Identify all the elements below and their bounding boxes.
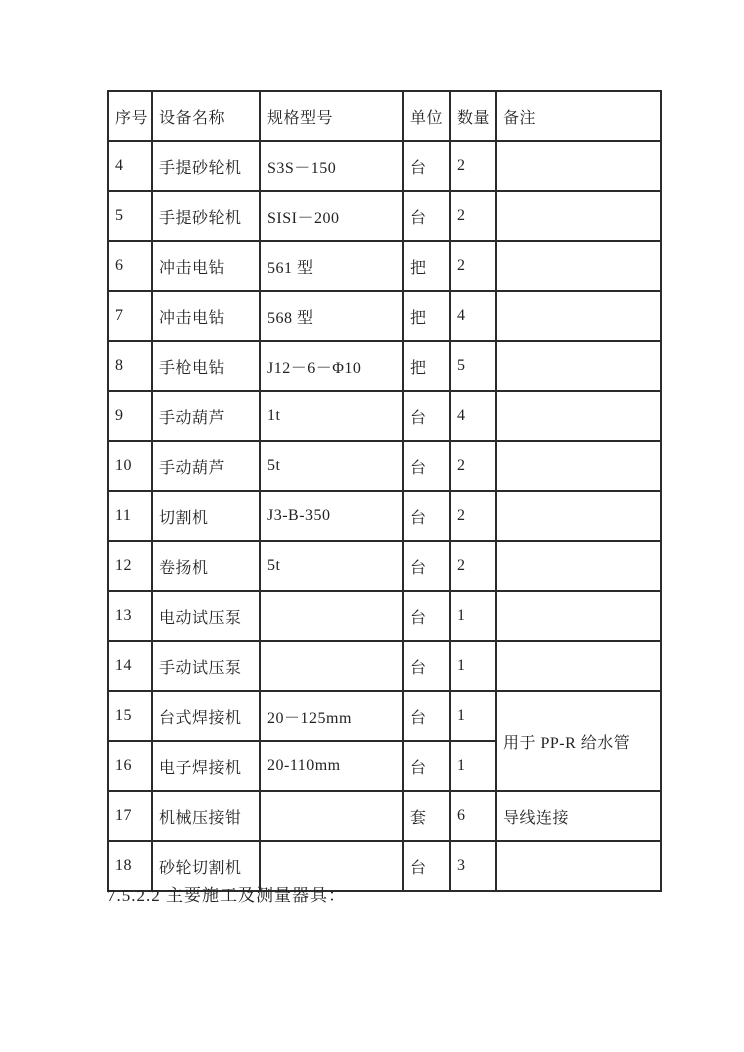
- cell-unit: 台: [403, 541, 450, 591]
- cell-name: 卷扬机: [152, 541, 260, 591]
- cell-spec: 1t: [260, 391, 403, 441]
- table-row: [108, 141, 661, 191]
- cell-spec: [260, 791, 403, 841]
- cell-spec: 5t: [260, 541, 403, 591]
- header-cell-no: 序号: [108, 91, 152, 141]
- cell-spec: 20-110mm: [260, 741, 403, 791]
- cell-no: 11: [108, 491, 152, 541]
- cell-remark: [496, 841, 661, 891]
- cell-unit: 把: [403, 341, 450, 391]
- cell-name: 手提砂轮机: [152, 141, 260, 191]
- cell-remark: 导线连接: [496, 791, 661, 841]
- header-cell-remark: 备注: [496, 91, 661, 141]
- cell-no: 9: [108, 391, 152, 441]
- cell-spec: J12－6－Φ10: [260, 341, 403, 391]
- table-row: [108, 491, 661, 541]
- cell-name: 手动葫芦: [152, 391, 260, 441]
- cell-qty: 5: [450, 341, 496, 391]
- cell-remark: [496, 641, 661, 691]
- cell-no: 6: [108, 241, 152, 291]
- table-row: [108, 691, 661, 741]
- cell-name: 切割机: [152, 491, 260, 541]
- table-row: [108, 241, 661, 291]
- cell-qty: 1: [450, 641, 496, 691]
- equipment-table: [107, 90, 662, 892]
- cell-spec: 5t: [260, 441, 403, 491]
- cell-name: 冲击电钻: [152, 241, 260, 291]
- cell-no: 10: [108, 441, 152, 491]
- cell-qty: 4: [450, 391, 496, 441]
- header-cell-name: 设备名称: [152, 91, 260, 141]
- header-cell-spec: 规格型号: [260, 91, 403, 141]
- cell-remark: [496, 291, 661, 341]
- table-header-row: [108, 91, 661, 141]
- table-row: [108, 441, 661, 491]
- cell-qty: 4: [450, 291, 496, 341]
- cell-unit: 台: [403, 741, 450, 791]
- cell-no: 16: [108, 741, 152, 791]
- equipment-table-body: [108, 141, 661, 891]
- cell-remark: [496, 591, 661, 641]
- cell-qty: 1: [450, 741, 496, 791]
- cell-name: 冲击电钻: [152, 291, 260, 341]
- cell-name: 机械压接钳: [152, 791, 260, 841]
- cell-remark: [496, 541, 661, 591]
- cell-no: 12: [108, 541, 152, 591]
- header-cell-qty: 数量: [450, 91, 496, 141]
- cell-unit: 台: [403, 591, 450, 641]
- cell-unit: 把: [403, 241, 450, 291]
- cell-spec: S3S－150: [260, 141, 403, 191]
- cell-unit: 台: [403, 491, 450, 541]
- cell-spec: 568 型: [260, 291, 403, 341]
- cell-name: 电动试压泵: [152, 591, 260, 641]
- cell-spec: SISI－200: [260, 191, 403, 241]
- table-row: [108, 191, 661, 241]
- cell-name: 手动葫芦: [152, 441, 260, 491]
- cell-no: 7: [108, 291, 152, 341]
- cell-qty: 3: [450, 841, 496, 891]
- cell-remark: [496, 391, 661, 441]
- cell-qty: 2: [450, 491, 496, 541]
- cell-qty: 2: [450, 191, 496, 241]
- cell-unit: 台: [403, 691, 450, 741]
- cell-qty: 2: [450, 141, 496, 191]
- cell-name: 砂轮切割机: [152, 841, 260, 891]
- cell-remark: [496, 441, 661, 491]
- cell-unit: 套: [403, 791, 450, 841]
- cell-name: 电子焊接机: [152, 741, 260, 791]
- cell-unit: 台: [403, 391, 450, 441]
- cell-unit: 台: [403, 841, 450, 891]
- cell-unit: 把: [403, 291, 450, 341]
- cell-qty: 2: [450, 541, 496, 591]
- table-row: [108, 791, 661, 841]
- cell-spec: 561 型: [260, 241, 403, 291]
- table-row: [108, 341, 661, 391]
- cell-unit: 台: [403, 441, 450, 491]
- cell-spec: J3-B-350: [260, 491, 403, 541]
- section-heading: 7.5.2.2 主要施工及测量器具：: [107, 886, 346, 905]
- cell-no: 5: [108, 191, 152, 241]
- cell-remark: [496, 341, 661, 391]
- cell-no: 17: [108, 791, 152, 841]
- cell-no: 13: [108, 591, 152, 641]
- cell-no: 15: [108, 691, 152, 741]
- cell-unit: 台: [403, 641, 450, 691]
- table-row: [108, 541, 661, 591]
- cell-unit: 台: [403, 191, 450, 241]
- cell-qty: 2: [450, 241, 496, 291]
- table-row: [108, 391, 661, 441]
- cell-spec: [260, 591, 403, 641]
- cell-qty: 6: [450, 791, 496, 841]
- cell-no: 18: [108, 841, 152, 891]
- cell-qty: 1: [450, 691, 496, 741]
- table-row: [108, 641, 661, 691]
- cell-name: 手枪电钻: [152, 341, 260, 391]
- cell-remark: [496, 241, 661, 291]
- cell-no: 4: [108, 141, 152, 191]
- cell-spec: 20－125mm: [260, 691, 403, 741]
- cell-name: 手动试压泵: [152, 641, 260, 691]
- cell-remark: [496, 191, 661, 241]
- cell-remark: [496, 141, 661, 191]
- cell-qty: 1: [450, 591, 496, 641]
- header-cell-unit: 单位: [403, 91, 450, 141]
- cell-name: 台式焊接机: [152, 691, 260, 741]
- cell-remark: 用于 PP-R 给水管: [496, 691, 661, 791]
- cell-no: 8: [108, 341, 152, 391]
- table-row: [108, 291, 661, 341]
- cell-no: 14: [108, 641, 152, 691]
- cell-name: 手提砂轮机: [152, 191, 260, 241]
- cell-unit: 台: [403, 141, 450, 191]
- cell-qty: 2: [450, 441, 496, 491]
- cell-spec: [260, 641, 403, 691]
- cell-remark: [496, 491, 661, 541]
- table-row: [108, 591, 661, 641]
